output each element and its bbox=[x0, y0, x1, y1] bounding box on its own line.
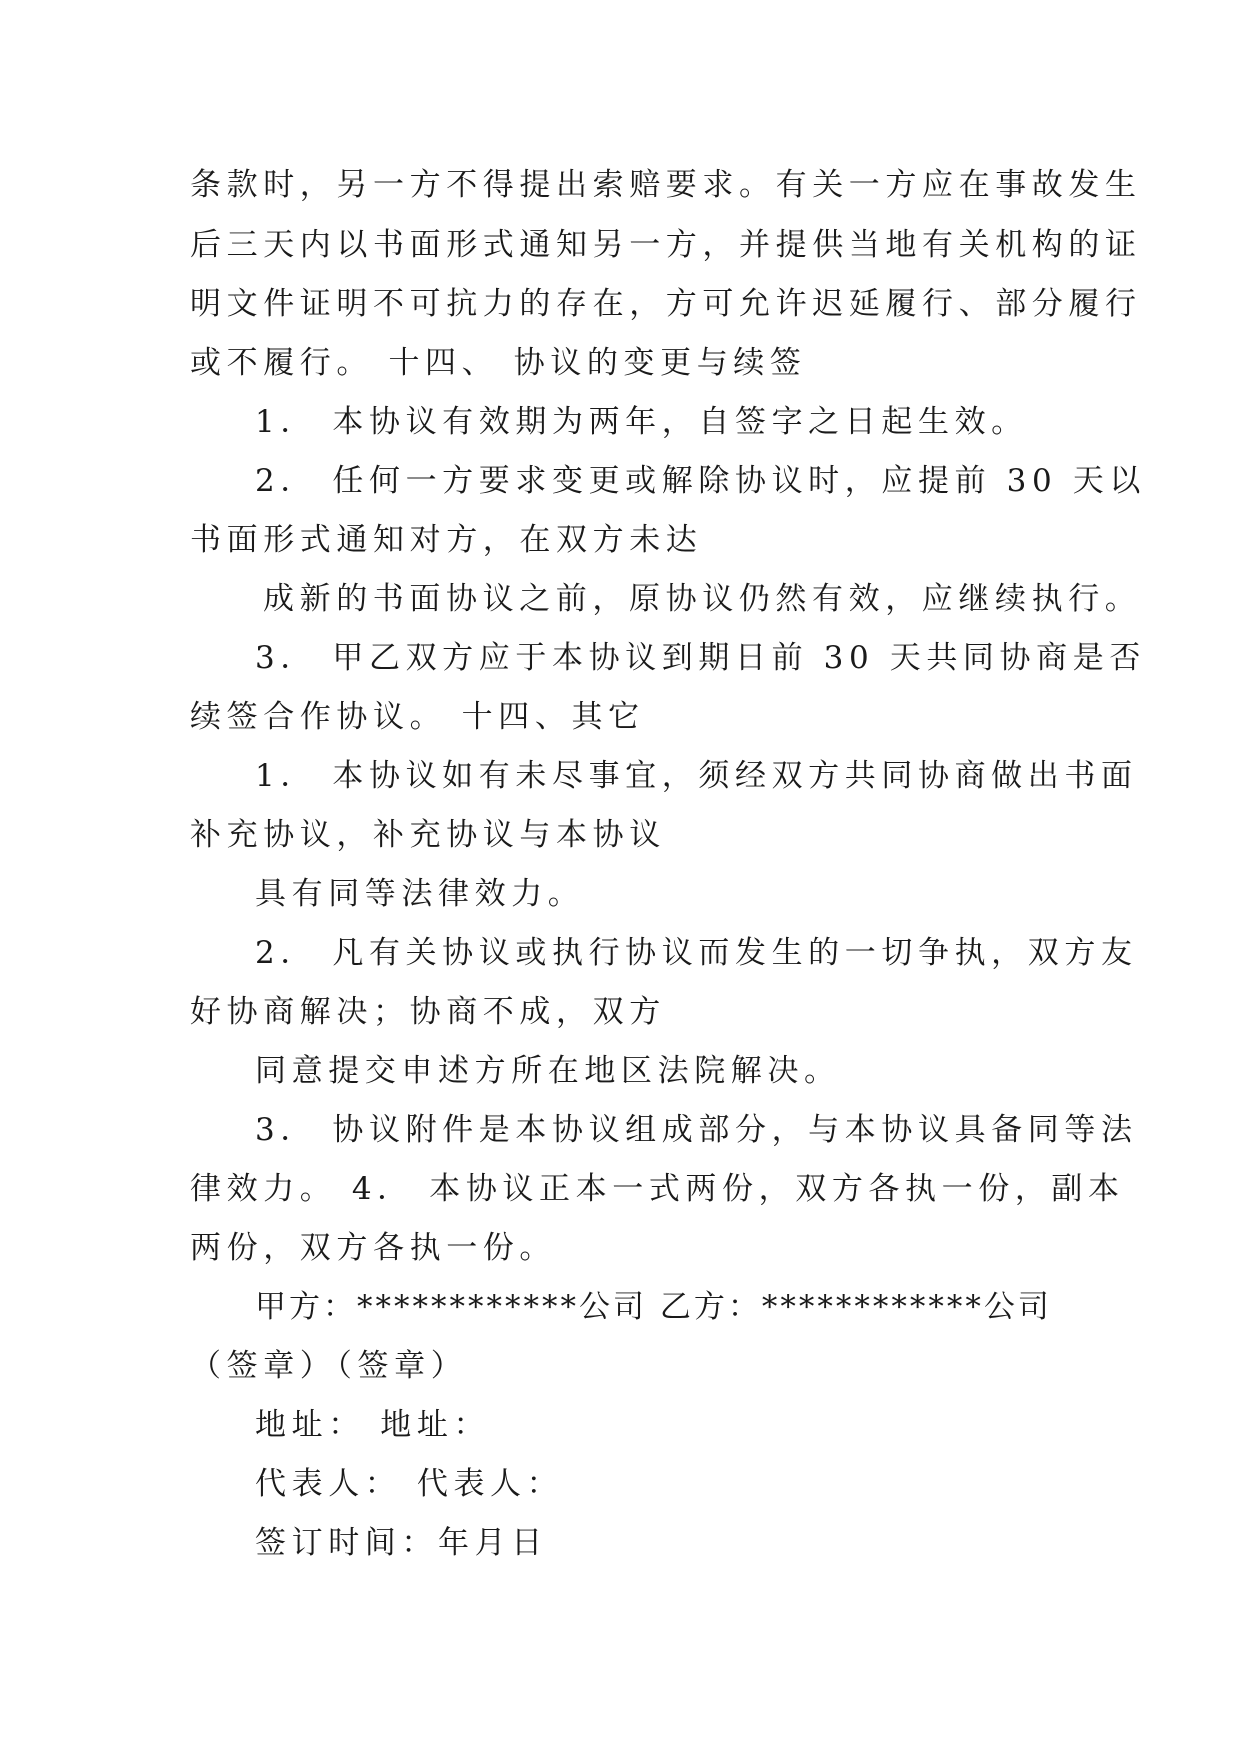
clause-line: 2． 任何一方要求变更或解除协议时，应提前 30 天以 bbox=[255, 463, 1146, 499]
body-line: 后三天内以书面形式通知另一方，并提供当地有关机构的证 bbox=[190, 227, 1142, 263]
section-heading-line: 或不履行。 十四、 协议的变更与续签 bbox=[190, 345, 807, 381]
clause-line: 3． 甲乙双方应于本协议到期日前 30 天共同协商是否 bbox=[255, 640, 1146, 676]
body-line: 成新的书面协议之前，原协议仍然有效，应继续执行。 bbox=[263, 581, 1142, 617]
body-line: 书面形式通知对方，在双方未达 bbox=[190, 522, 703, 558]
body-line: 条款时，另一方不得提出索赔要求。有关一方应在事故发生 bbox=[190, 167, 1142, 203]
body-line: 好协商解决；协商不成，双方 bbox=[190, 994, 666, 1030]
body-line: 具有同等法律效力。 bbox=[255, 876, 585, 912]
clause-line: 2． 凡有关协议或执行协议而发生的一切争执，双方友 bbox=[255, 935, 1138, 971]
address-line: 地址： 地址： bbox=[255, 1407, 491, 1443]
body-line: 两份，双方各执一份。 bbox=[190, 1230, 556, 1266]
body-line: 律效力。 4． 本协议正本一式两份，双方各执一份，副本 bbox=[190, 1171, 1125, 1207]
representative-line: 代表人： 代表人： bbox=[255, 1466, 564, 1502]
body-line: 补充协议，补充协议与本协议 bbox=[190, 817, 666, 853]
signing-date-line: 签订时间：年月日 bbox=[255, 1525, 548, 1561]
body-line: 同意提交申述方所在地区法院解决。 bbox=[255, 1053, 841, 1089]
section-heading-line: 续签合作协议。 十四、其它 bbox=[190, 699, 645, 735]
clause-line: 1． 本协议有效期为两年，自签字之日起生效。 bbox=[255, 404, 1028, 440]
clause-line: 1． 本协议如有未尽事宜，须经双方共同协商做出书面 bbox=[255, 758, 1138, 794]
seal-line: （签章）（签章） bbox=[190, 1348, 468, 1384]
clause-line: 3． 协议附件是本协议组成部分，与本协议具备同等法 bbox=[255, 1112, 1138, 1148]
body-line: 明文件证明不可抗力的存在，方可允许迟延履行、部分履行 bbox=[190, 286, 1142, 322]
party-signature-line: 甲方：************公司 乙方：************公司 bbox=[255, 1289, 1052, 1325]
